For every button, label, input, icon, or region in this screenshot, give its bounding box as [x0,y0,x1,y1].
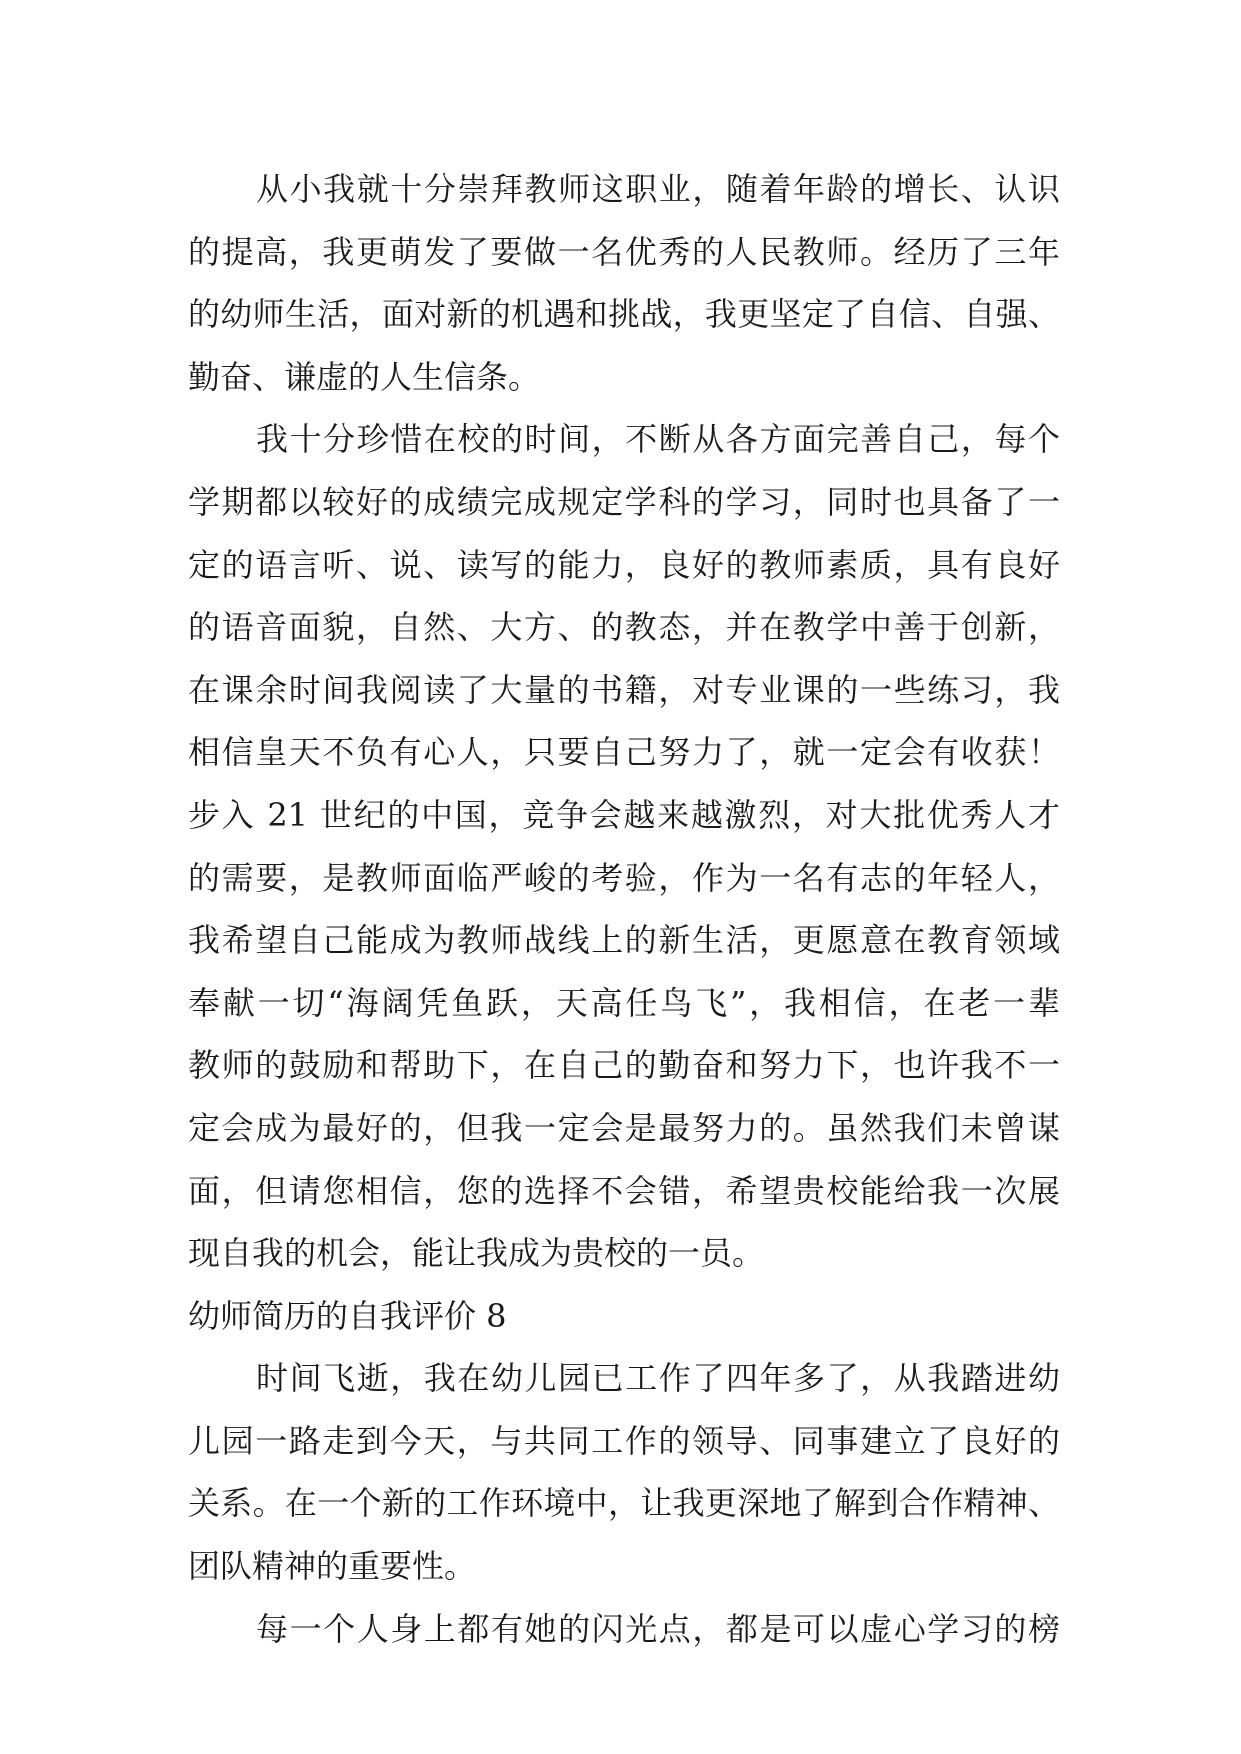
paragraph-line: 我十分珍惜在校的时间，不断从各方面完善自己，每个 [256,420,1060,459]
paragraph-line: 的幼师生活，面对新的机遇和挑战，我更坚定了自信、自强、 [188,295,1060,334]
paragraph-line: 勤奋、谦虚的人生信条。 [188,357,541,396]
paragraph-line: 教师的鼓励和帮助下，在自己的勤奋和努力下，也许我不一 [188,1046,1060,1085]
paragraph-line: 在课余时间我阅读了大量的书籍，对专业课的一些练习，我 [188,670,1060,709]
paragraph-line: 奉献一切“海阔凭鱼跃，天高任鸟飞”，我相信，在老一辈 [188,983,1060,1022]
section-heading: 幼师简历的自我评价 8 [188,1296,507,1335]
paragraph-line: 关系。在一个新的工作环境中，让我更深地了解到合作精神、 [188,1484,1060,1523]
paragraph-line: 时间飞逝，我在幼儿园已工作了四年多了，从我踏进幼 [256,1359,1060,1398]
paragraph-line: 的语音面貌，自然、大方、的教态，并在教学中善于创新， [188,608,1060,647]
paragraph-line: 从小我就十分崇拜教师这职业，随着年龄的增长、认识 [256,170,1060,208]
paragraph-line: 定的语言听、说、读写的能力，良好的教师素质，具有良好 [188,545,1060,584]
paragraph-line: 的需要，是教师面临严峻的考验，作为一名有志的年轻人， [188,858,1060,897]
paragraph-line: 学期都以较好的成绩完成规定学科的学习，同时也具备了一 [188,482,1060,521]
paragraph-line: 相信皇天不负有心人，只要自己努力了，就一定会有收获！ [188,733,1060,772]
paragraph-line: 团队精神的重要性。 [188,1547,477,1586]
paragraph-line: 面，但请您相信，您的选择不会错，希望贵校能给我一次展 [188,1171,1060,1210]
paragraph-line: 的提高，我更萌发了要做一名优秀的人民教师。经历了三年 [188,232,1060,271]
paragraph-line: 我希望自己能成为教师战线上的新生活，更愿意在教育领域 [188,921,1060,960]
paragraph-line: 现自我的机会，能让我成为贵校的一员。 [188,1234,765,1273]
paragraph-line: 步入 21 世纪的中国，竞争会越来越激烈，对大批优秀人才 [188,795,1060,834]
document-body [188,158,1060,1660]
paragraph-line: 儿园一路走到今天，与共同工作的领导、同事建立了良好的 [188,1421,1060,1460]
paragraph-line: 每一个人身上都有她的闪光点，都是可以虚心学习的榜 [256,1609,1060,1648]
paragraph-line: 定会成为最好的，但我一定会是最努力的。虽然我们未曾谋 [188,1108,1060,1147]
